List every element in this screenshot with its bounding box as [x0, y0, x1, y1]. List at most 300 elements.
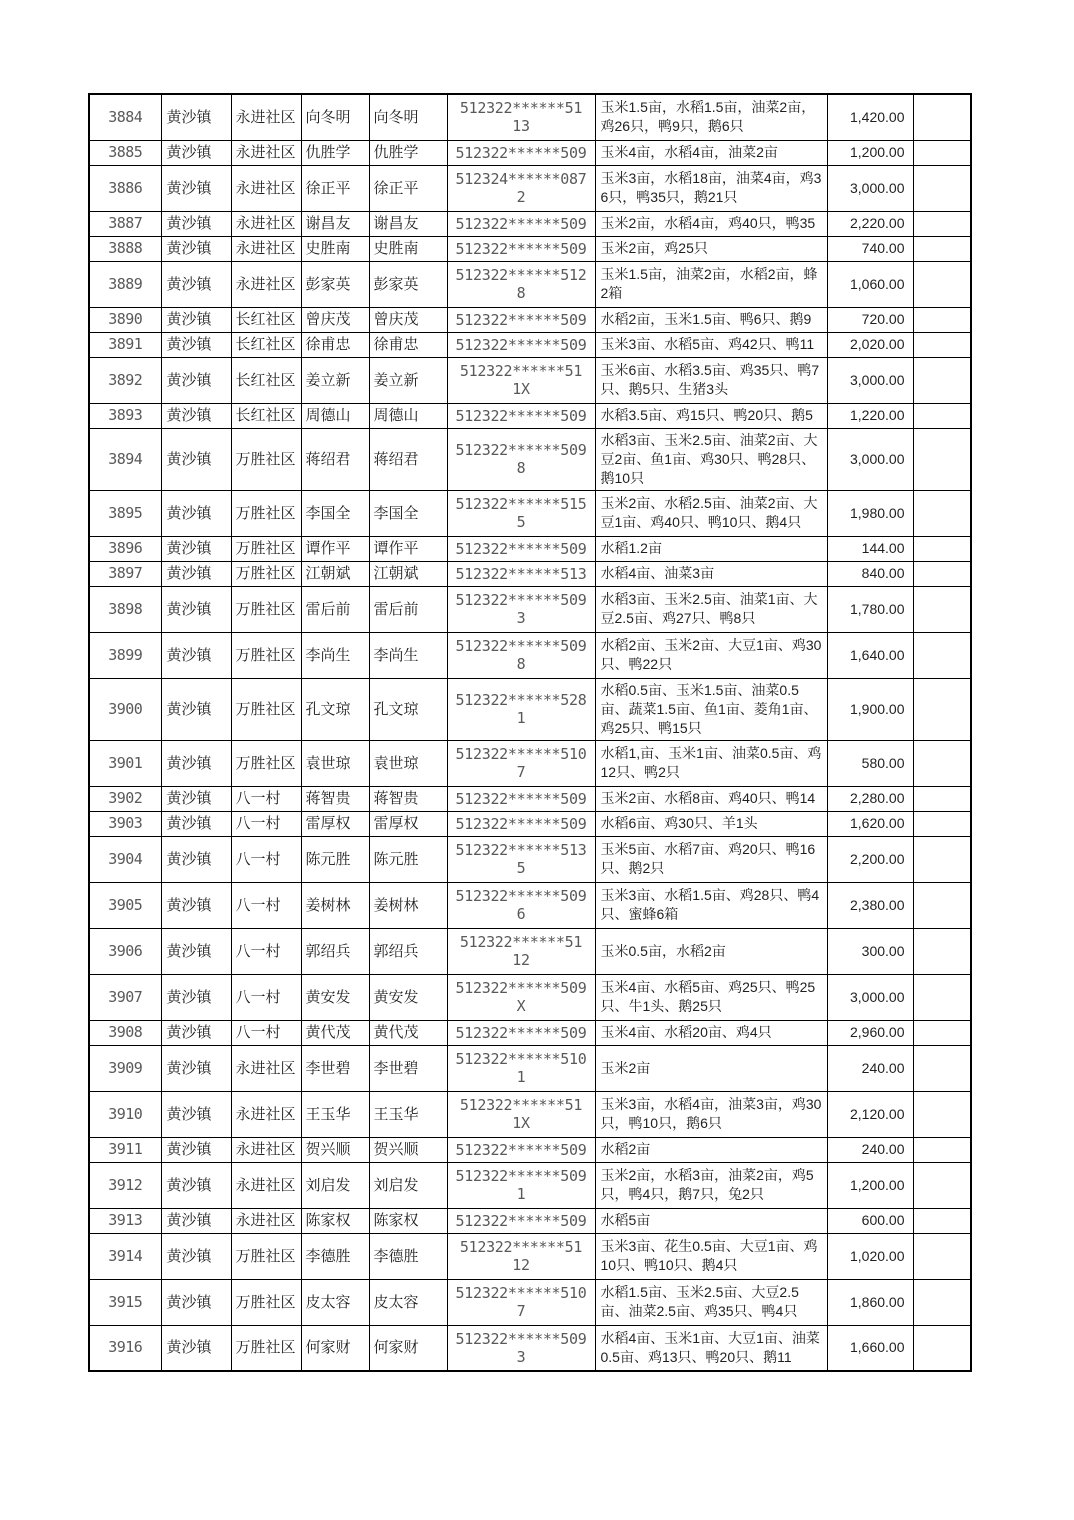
cell-production-detail: 玉米0.5亩，水稻2亩 — [595, 928, 827, 974]
cell-row-number: 3887 — [89, 211, 161, 236]
cell-name: 皮太容 — [301, 1279, 369, 1325]
cell-name: 陈家权 — [301, 1208, 369, 1233]
cell-name: 谢昌友 — [301, 211, 369, 236]
cell-subsidy-amount: 1,980.00 — [827, 490, 913, 536]
cell-confirmed-name: 江朝斌 — [369, 561, 447, 586]
cell-blank — [913, 1137, 971, 1162]
cell-blank — [913, 882, 971, 928]
cell-town: 黄沙镇 — [161, 1325, 231, 1371]
id-number-line2: 5 — [516, 513, 526, 531]
cell-blank — [913, 561, 971, 586]
id-number-line2: 8 — [516, 655, 526, 673]
cell-id-number — [447, 1020, 595, 1045]
cell-name: 袁世琼 — [301, 740, 369, 786]
cell-community: 永进社区 — [231, 1045, 301, 1091]
cell-name: 陈元胜 — [301, 836, 369, 882]
cell-blank — [913, 140, 971, 165]
cell-town: 黄沙镇 — [161, 357, 231, 403]
cell-production-detail: 玉米2亩，鸡25只 — [595, 236, 827, 261]
cell-subsidy-amount: 3,000.00 — [827, 428, 913, 490]
cell-confirmed-name: 郭绍兵 — [369, 928, 447, 974]
cell-production-detail: 玉米3亩，水稻4亩，油菜3亩，鸡30只，鸭10只，鹅6只 — [595, 1091, 827, 1137]
cell-id-number — [447, 403, 595, 428]
cell-subsidy-amount: 1,780.00 — [827, 586, 913, 632]
cell-town: 黄沙镇 — [161, 1233, 231, 1279]
id-number-line1: 512322******528 — [455, 691, 587, 709]
cell-town: 黄沙镇 — [161, 140, 231, 165]
id-number-line1: 512322******512 — [455, 266, 587, 284]
cell-community: 长红社区 — [231, 357, 301, 403]
cell-confirmed-name: 彭家英 — [369, 261, 447, 307]
id-number-line2: X — [516, 997, 526, 1015]
table-row — [89, 678, 971, 740]
cell-row-number: 3911 — [89, 1137, 161, 1162]
cell-town: 黄沙镇 — [161, 403, 231, 428]
cell-confirmed-name: 雷后前 — [369, 586, 447, 632]
cell-community: 万胜社区 — [231, 1325, 301, 1371]
cell-id-number — [447, 140, 595, 165]
table-row — [89, 1137, 971, 1162]
cell-subsidy-amount: 580.00 — [827, 740, 913, 786]
cell-id-number — [447, 236, 595, 261]
cell-confirmed-name: 黄代茂 — [369, 1020, 447, 1045]
id-number-line1: 512322******509 — [455, 979, 587, 997]
cell-confirmed-name: 徐正平 — [369, 165, 447, 211]
cell-subsidy-amount: 1,900.00 — [827, 678, 913, 740]
cell-subsidy-amount: 240.00 — [827, 1137, 913, 1162]
cell-subsidy-amount: 2,200.00 — [827, 836, 913, 882]
cell-confirmed-name: 谢昌友 — [369, 211, 447, 236]
id-number-line1: 512322******509 — [455, 143, 587, 162]
cell-confirmed-name: 徐甫忠 — [369, 332, 447, 357]
cell-subsidy-amount: 1,200.00 — [827, 140, 913, 165]
cell-production-detail: 玉米3亩、水稻1.5亩、鸡28只、鸭4只、蜜蜂6箱 — [595, 882, 827, 928]
cell-id-number — [447, 1137, 595, 1162]
cell-community: 万胜社区 — [231, 561, 301, 586]
cell-name: 徐正平 — [301, 165, 369, 211]
table-row — [89, 1325, 971, 1371]
cell-blank — [913, 403, 971, 428]
cell-confirmed-name: 李国全 — [369, 490, 447, 536]
cell-id-number — [447, 357, 595, 403]
table-row — [89, 1208, 971, 1233]
cell-community: 长红社区 — [231, 403, 301, 428]
cell-blank — [913, 632, 971, 678]
table-row — [89, 236, 971, 261]
cell-confirmed-name: 蒋智贵 — [369, 786, 447, 811]
id-number-line1: 512322******509 — [455, 637, 587, 655]
cell-subsidy-amount: 2,960.00 — [827, 1020, 913, 1045]
cell-subsidy-amount: 240.00 — [827, 1045, 913, 1091]
id-number-line1: 512322******509 — [455, 214, 587, 233]
cell-row-number: 3896 — [89, 536, 161, 561]
cell-row-number: 3900 — [89, 678, 161, 740]
cell-community: 万胜社区 — [231, 490, 301, 536]
cell-production-detail: 玉米2亩、水稻8亩、鸡40只、鸭14 — [595, 786, 827, 811]
cell-production-detail: 水稻4亩、玉米1亩、大豆1亩、油菜0.5亩、鸡13只、鸭20只、鹅11 — [595, 1325, 827, 1371]
cell-community: 万胜社区 — [231, 1233, 301, 1279]
id-number-line1: 512322******509 — [455, 1023, 587, 1042]
cell-community: 万胜社区 — [231, 428, 301, 490]
cell-community: 永进社区 — [231, 140, 301, 165]
cell-production-detail: 玉米6亩、水稻3.5亩、鸡35只、鸭7只、鹅5只、生猪3头 — [595, 357, 827, 403]
table-row — [89, 836, 971, 882]
id-number-line1: 512322******510 — [455, 1050, 587, 1068]
cell-confirmed-name: 谭作平 — [369, 536, 447, 561]
cell-row-number: 3893 — [89, 403, 161, 428]
cell-id-number — [447, 211, 595, 236]
cell-production-detail: 玉米5亩、水稻7亩、鸡20只、鸭16只、鹅2只 — [595, 836, 827, 882]
cell-confirmed-name: 袁世琼 — [369, 740, 447, 786]
cell-subsidy-amount: 720.00 — [827, 307, 913, 332]
cell-blank — [913, 211, 971, 236]
cell-production-detail: 水稻1,亩、玉米1亩、油菜0.5亩、鸡12只、鸭2只 — [595, 740, 827, 786]
cell-name: 李世碧 — [301, 1045, 369, 1091]
cell-production-detail: 玉米2亩，水稻4亩，鸡40只，鸭35 — [595, 211, 827, 236]
cell-name: 何家财 — [301, 1325, 369, 1371]
cell-town: 黄沙镇 — [161, 928, 231, 974]
cell-id-number — [447, 1325, 595, 1371]
id-number-line1: 512322******509 — [455, 591, 587, 609]
cell-community: 八一村 — [231, 928, 301, 974]
cell-row-number: 3885 — [89, 140, 161, 165]
cell-id-number — [447, 490, 595, 536]
id-number-line1: 512322******509 — [455, 310, 587, 329]
subsidy-table-grid — [88, 93, 972, 1372]
cell-id-number — [447, 882, 595, 928]
id-number-line2: 7 — [516, 763, 526, 781]
cell-blank — [913, 307, 971, 332]
id-number-line1: 512322******509 — [455, 441, 587, 459]
cell-subsidy-amount: 2,380.00 — [827, 882, 913, 928]
cell-id-number — [447, 307, 595, 332]
cell-id-number — [447, 1091, 595, 1137]
cell-blank — [913, 1279, 971, 1325]
id-number-line2: 12 — [512, 1256, 530, 1274]
cell-blank — [913, 165, 971, 211]
cell-confirmed-name: 李世碧 — [369, 1045, 447, 1091]
cell-id-number — [447, 678, 595, 740]
cell-subsidy-amount: 3,000.00 — [827, 165, 913, 211]
cell-blank — [913, 490, 971, 536]
cell-production-detail: 水稻4亩、油菜3亩 — [595, 561, 827, 586]
cell-name: 谭作平 — [301, 536, 369, 561]
cell-blank — [913, 974, 971, 1020]
table-row — [89, 928, 971, 974]
cell-production-detail: 玉米4亩、水稻5亩、鸡25只、鸭25只、牛1头、鹅25只 — [595, 974, 827, 1020]
id-number-line2: 3 — [516, 609, 526, 627]
cell-town: 黄沙镇 — [161, 307, 231, 332]
cell-blank — [913, 236, 971, 261]
cell-town: 黄沙镇 — [161, 1091, 231, 1137]
cell-subsidy-amount: 1,060.00 — [827, 261, 913, 307]
table-row — [89, 307, 971, 332]
cell-production-detail: 玉米3亩、水稻5亩、鸡42只、鸭11 — [595, 332, 827, 357]
cell-community: 长红社区 — [231, 332, 301, 357]
cell-name: 向冬明 — [301, 94, 369, 140]
table-row — [89, 561, 971, 586]
id-number-line1: 512322******509 — [455, 335, 587, 354]
table-row — [89, 211, 971, 236]
cell-community: 永进社区 — [231, 1208, 301, 1233]
cell-id-number — [447, 428, 595, 490]
cell-blank — [913, 1020, 971, 1045]
cell-row-number: 3899 — [89, 632, 161, 678]
table-row — [89, 740, 971, 786]
cell-blank — [913, 357, 971, 403]
cell-town: 黄沙镇 — [161, 586, 231, 632]
cell-blank — [913, 1091, 971, 1137]
table-row — [89, 94, 971, 140]
cell-town: 黄沙镇 — [161, 490, 231, 536]
cell-community: 永进社区 — [231, 261, 301, 307]
cell-name: 郭绍兵 — [301, 928, 369, 974]
id-number-line2: 12 — [512, 951, 530, 969]
cell-blank — [913, 740, 971, 786]
cell-production-detail: 水稻0.5亩、玉米1.5亩、油菜0.5亩、蔬菜1.5亩、鱼1亩、菱角1亩、鸡25只、鸭15只 — [595, 678, 827, 740]
cell-confirmed-name: 雷厚权 — [369, 811, 447, 836]
cell-production-detail: 玉米2亩 — [595, 1045, 827, 1091]
cell-confirmed-name: 周德山 — [369, 403, 447, 428]
cell-name: 蒋智贵 — [301, 786, 369, 811]
cell-blank — [913, 536, 971, 561]
cell-subsidy-amount: 1,660.00 — [827, 1325, 913, 1371]
cell-confirmed-name: 李德胜 — [369, 1233, 447, 1279]
id-number-line2: 2 — [516, 188, 526, 206]
cell-row-number: 3897 — [89, 561, 161, 586]
cell-production-detail: 玉米3亩、花生0.5亩、大豆1亩、鸡10只、鸭10只、鹅4只 — [595, 1233, 827, 1279]
cell-id-number — [447, 811, 595, 836]
cell-community: 永进社区 — [231, 236, 301, 261]
id-number-line1: 512322******509 — [455, 406, 587, 425]
table-row — [89, 1045, 971, 1091]
cell-subsidy-amount: 2,220.00 — [827, 211, 913, 236]
id-number-line2: 1 — [516, 1185, 526, 1203]
cell-subsidy-amount: 1,420.00 — [827, 94, 913, 140]
table-row — [89, 490, 971, 536]
cell-confirmed-name: 黄安发 — [369, 974, 447, 1020]
cell-id-number — [447, 632, 595, 678]
id-number-line1: 512322******510 — [455, 745, 587, 763]
id-number-line1: 512322******51 — [459, 1238, 583, 1256]
cell-production-detail: 玉米2亩、水稻2.5亩、油菜2亩、大豆1亩、鸡40只、鸭10只、鹅4只 — [595, 490, 827, 536]
cell-community: 长红社区 — [231, 307, 301, 332]
cell-name: 黄代茂 — [301, 1020, 369, 1045]
id-number-line1: 512322******51 — [459, 1096, 583, 1114]
cell-town: 黄沙镇 — [161, 1279, 231, 1325]
id-number-line2: 1X — [512, 1114, 530, 1132]
cell-row-number: 3892 — [89, 357, 161, 403]
subsidy-table-body — [89, 94, 971, 1371]
id-number-line2: 1 — [516, 1068, 526, 1086]
cell-subsidy-amount: 2,120.00 — [827, 1091, 913, 1137]
cell-name: 黄安发 — [301, 974, 369, 1020]
cell-row-number: 3909 — [89, 1045, 161, 1091]
cell-town: 黄沙镇 — [161, 786, 231, 811]
cell-id-number — [447, 561, 595, 586]
table-row — [89, 882, 971, 928]
cell-name: 曾庆茂 — [301, 307, 369, 332]
cell-production-detail: 玉米4亩，水稻4亩，油菜2亩 — [595, 140, 827, 165]
table-row — [89, 536, 971, 561]
cell-id-number — [447, 165, 595, 211]
cell-community: 万胜社区 — [231, 536, 301, 561]
table-row — [89, 1020, 971, 1045]
cell-town: 黄沙镇 — [161, 882, 231, 928]
id-number-line1: 512322******509 — [455, 239, 587, 258]
cell-town: 黄沙镇 — [161, 1137, 231, 1162]
cell-subsidy-amount: 300.00 — [827, 928, 913, 974]
cell-id-number — [447, 332, 595, 357]
cell-subsidy-amount: 3,000.00 — [827, 974, 913, 1020]
cell-town: 黄沙镇 — [161, 165, 231, 211]
cell-name: 姜树林 — [301, 882, 369, 928]
cell-production-detail: 水稻2亩 — [595, 1137, 827, 1162]
cell-row-number: 3906 — [89, 928, 161, 974]
cell-confirmed-name: 刘启发 — [369, 1162, 447, 1208]
cell-confirmed-name: 孔文琼 — [369, 678, 447, 740]
cell-row-number: 3901 — [89, 740, 161, 786]
table-row — [89, 1091, 971, 1137]
cell-row-number: 3908 — [89, 1020, 161, 1045]
cell-confirmed-name: 仇胜学 — [369, 140, 447, 165]
cell-community: 永进社区 — [231, 211, 301, 236]
table-row — [89, 140, 971, 165]
cell-name: 李国全 — [301, 490, 369, 536]
cell-id-number — [447, 586, 595, 632]
cell-row-number: 3895 — [89, 490, 161, 536]
cell-row-number: 3891 — [89, 332, 161, 357]
cell-id-number — [447, 1045, 595, 1091]
cell-row-number: 3888 — [89, 236, 161, 261]
cell-name: 李德胜 — [301, 1233, 369, 1279]
cell-confirmed-name: 贺兴顺 — [369, 1137, 447, 1162]
cell-confirmed-name: 姜树林 — [369, 882, 447, 928]
table-row — [89, 428, 971, 490]
cell-row-number: 3898 — [89, 586, 161, 632]
id-number-line1: 512322******51 — [459, 933, 583, 951]
cell-town: 黄沙镇 — [161, 561, 231, 586]
cell-name: 雷厚权 — [301, 811, 369, 836]
cell-town: 黄沙镇 — [161, 1045, 231, 1091]
cell-town: 黄沙镇 — [161, 332, 231, 357]
cell-subsidy-amount: 740.00 — [827, 236, 913, 261]
cell-confirmed-name: 皮太容 — [369, 1279, 447, 1325]
id-number-line2: 13 — [512, 117, 530, 136]
cell-production-detail: 水稻2亩，玉米1.5亩、鸭6只、鹅9 — [595, 307, 827, 332]
id-number-line1: 512322******509 — [455, 789, 587, 808]
cell-name: 蒋绍君 — [301, 428, 369, 490]
cell-production-detail: 水稻3亩、玉米2.5亩、油菜2亩、大豆2亩、鱼1亩、鸡30只、鸭28只、鹅10只 — [595, 428, 827, 490]
cell-town: 黄沙镇 — [161, 211, 231, 236]
table-row — [89, 1279, 971, 1325]
cell-town: 黄沙镇 — [161, 836, 231, 882]
cell-subsidy-amount: 1,860.00 — [827, 1279, 913, 1325]
cell-row-number: 3912 — [89, 1162, 161, 1208]
cell-town: 黄沙镇 — [161, 1208, 231, 1233]
cell-id-number — [447, 786, 595, 811]
cell-subsidy-amount: 144.00 — [827, 536, 913, 561]
cell-community: 万胜社区 — [231, 632, 301, 678]
cell-town: 黄沙镇 — [161, 1020, 231, 1045]
cell-town: 黄沙镇 — [161, 740, 231, 786]
cell-blank — [913, 811, 971, 836]
cell-town: 黄沙镇 — [161, 94, 231, 140]
cell-row-number: 3903 — [89, 811, 161, 836]
cell-row-number: 3886 — [89, 165, 161, 211]
id-number-line1: 512322******515 — [455, 495, 587, 513]
cell-id-number — [447, 1208, 595, 1233]
cell-row-number: 3916 — [89, 1325, 161, 1371]
cell-community: 八一村 — [231, 811, 301, 836]
cell-id-number — [447, 94, 595, 140]
table-row — [89, 165, 971, 211]
cell-production-detail: 玉米2亩，水稻3亩，油菜2亩，鸡5只，鸭4只，鹅7只，兔2只 — [595, 1162, 827, 1208]
table-row — [89, 811, 971, 836]
id-number-line1: 512322******509 — [455, 1167, 587, 1185]
cell-name: 雷后前 — [301, 586, 369, 632]
cell-blank — [913, 1325, 971, 1371]
cell-town: 黄沙镇 — [161, 428, 231, 490]
table-row — [89, 632, 971, 678]
cell-town: 黄沙镇 — [161, 236, 231, 261]
id-number-line1: 512322******509 — [455, 1140, 587, 1159]
cell-town: 黄沙镇 — [161, 632, 231, 678]
cell-blank — [913, 678, 971, 740]
id-number-line1: 512322******509 — [455, 1329, 587, 1348]
cell-row-number: 3904 — [89, 836, 161, 882]
cell-community: 永进社区 — [231, 165, 301, 211]
cell-community: 八一村 — [231, 974, 301, 1020]
cell-blank — [913, 428, 971, 490]
cell-production-detail: 水稻2亩、玉米2亩、大豆1亩、鸡30只、鸭22只 — [595, 632, 827, 678]
id-number-line1: 512322******51 — [459, 99, 583, 118]
cell-production-detail: 玉米3亩，水稻18亩，油菜4亩，鸡36只，鸭35只，鹅21只 — [595, 165, 827, 211]
id-number-line2: 3 — [516, 1347, 526, 1366]
cell-blank — [913, 1233, 971, 1279]
cell-name: 刘启发 — [301, 1162, 369, 1208]
cell-name: 周德山 — [301, 403, 369, 428]
cell-production-detail: 玉米4亩、水稻20亩、鸡4只 — [595, 1020, 827, 1045]
cell-row-number: 3910 — [89, 1091, 161, 1137]
cell-id-number — [447, 974, 595, 1020]
cell-row-number: 3913 — [89, 1208, 161, 1233]
cell-production-detail: 水稻1.5亩、玉米2.5亩、大豆2.5亩、油菜2.5亩、鸡35只、鸭4只 — [595, 1279, 827, 1325]
cell-subsidy-amount: 2,280.00 — [827, 786, 913, 811]
cell-id-number — [447, 261, 595, 307]
cell-town: 黄沙镇 — [161, 678, 231, 740]
cell-production-detail: 水稻6亩、鸡30只、羊1头 — [595, 811, 827, 836]
cell-confirmed-name: 向冬明 — [369, 94, 447, 140]
cell-subsidy-amount: 1,220.00 — [827, 403, 913, 428]
cell-subsidy-amount: 1,640.00 — [827, 632, 913, 678]
cell-confirmed-name: 史胜南 — [369, 236, 447, 261]
cell-id-number — [447, 836, 595, 882]
cell-town: 黄沙镇 — [161, 261, 231, 307]
cell-confirmed-name: 陈家权 — [369, 1208, 447, 1233]
cell-row-number: 3914 — [89, 1233, 161, 1279]
cell-id-number — [447, 1162, 595, 1208]
table-row — [89, 586, 971, 632]
cell-confirmed-name: 李尚生 — [369, 632, 447, 678]
cell-row-number: 3894 — [89, 428, 161, 490]
cell-name: 仇胜学 — [301, 140, 369, 165]
cell-community: 万胜社区 — [231, 740, 301, 786]
cell-subsidy-amount: 600.00 — [827, 1208, 913, 1233]
cell-subsidy-amount: 1,020.00 — [827, 1233, 913, 1279]
cell-subsidy-amount: 2,020.00 — [827, 332, 913, 357]
id-number-line2: 7 — [516, 1302, 526, 1320]
